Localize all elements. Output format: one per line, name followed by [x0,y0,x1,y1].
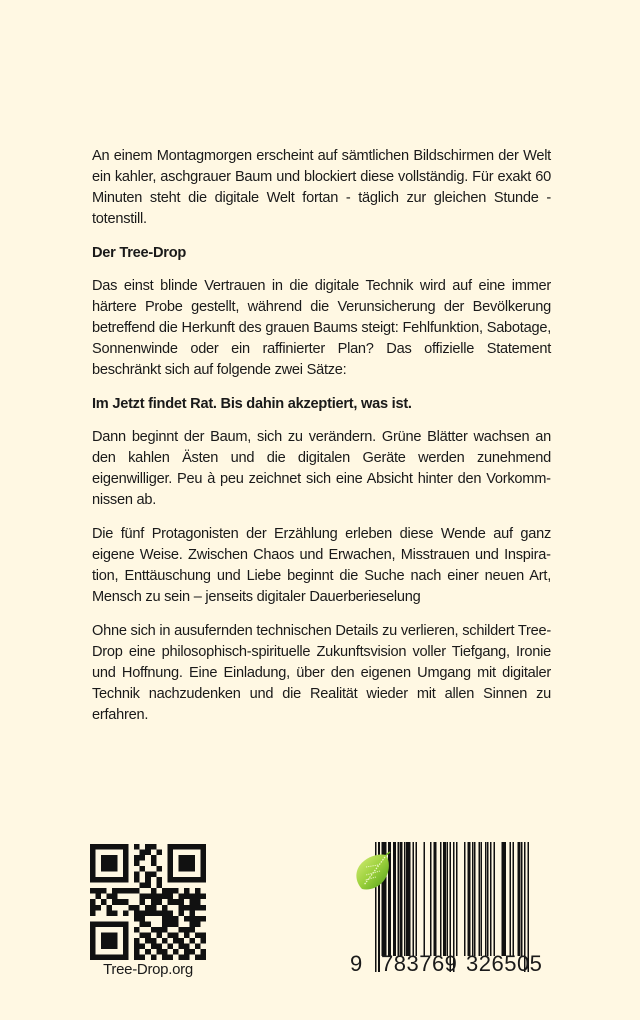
leaf-icon [352,851,392,893]
blurb-heading: Der Tree-Drop [92,245,187,261]
qr-code [90,844,206,960]
blurb-paragraph-summary: Ohne sich in ausufernden technischen Details zu verlieren, schildert Tree-Drop eine philosophisch-spirituelle Zukunftsvision voller Tiefgang, Ironie und Hoffnung. Eine Einladung, über den eigenen Umgang mit digitaler Technik nachzudenken und die Realität wieder mit allen Sinnen zu erfahren. [92,623,551,723]
back-cover-blurb [92,146,551,739]
isbn-left-group: 783769 [381,951,458,976]
qr-code-icon [90,844,206,960]
qr-code-url-label: Tree-Drop.org [103,961,193,978]
blurb-paragraph-trust: Das einst blinde Vertrauen in die digitale Technik wird auf eine immer härtere Probe gestellt, während die Verunsicherung der Bevölkerung betreffend die Herkunft des grauen Baums steigt: Fehlfunktion, Sabotage, Sonnenwinde oder ein raffinierter Plan? Das offizielle Statement beschränkt sich auf folgende zwei Sätze: [92,278,551,378]
blurb-paragraph-protagonists: Die fünf Protagonisten der Erzählung erleben diese Wende auf ganz eigene Weise. Zwischen Chaos und Erwachen, Misstrauen und Inspiration, Enttäuschung und Liebe beginnt die Suche nach einer neuen Art, Mensch zu sein – jenseits digitaler Dauerberieselung [92,526,551,605]
official-statement: Im Jetzt findet Rat. Bis dahin akzeptiert, was ist. [92,396,412,412]
blurb-paragraph-change: Dann beginnt der Baum, sich zu verändern. Grüne Blätter wachsen an den kahlen Ästen und die digitalen Geräte werden zunehmend eigenwilliger. Peu à peu zeichnet sich eine Absicht hinter den Vorkommnissen ab. [92,429,551,508]
isbn-first-digit: 9 [350,951,363,976]
blurb-paragraph-intro: An einem Montagmorgen erscheint auf sämtlichen Bildschirmen der Welt ein kahler, aschgrauer Baum und blockiert diese vollständig. Für exakt 60 Minuten steht die digitale Welt fortan - täglich zur gleichen Stunde - totenstill. [92,148,551,227]
isbn-right-group: 326505 [466,951,543,976]
